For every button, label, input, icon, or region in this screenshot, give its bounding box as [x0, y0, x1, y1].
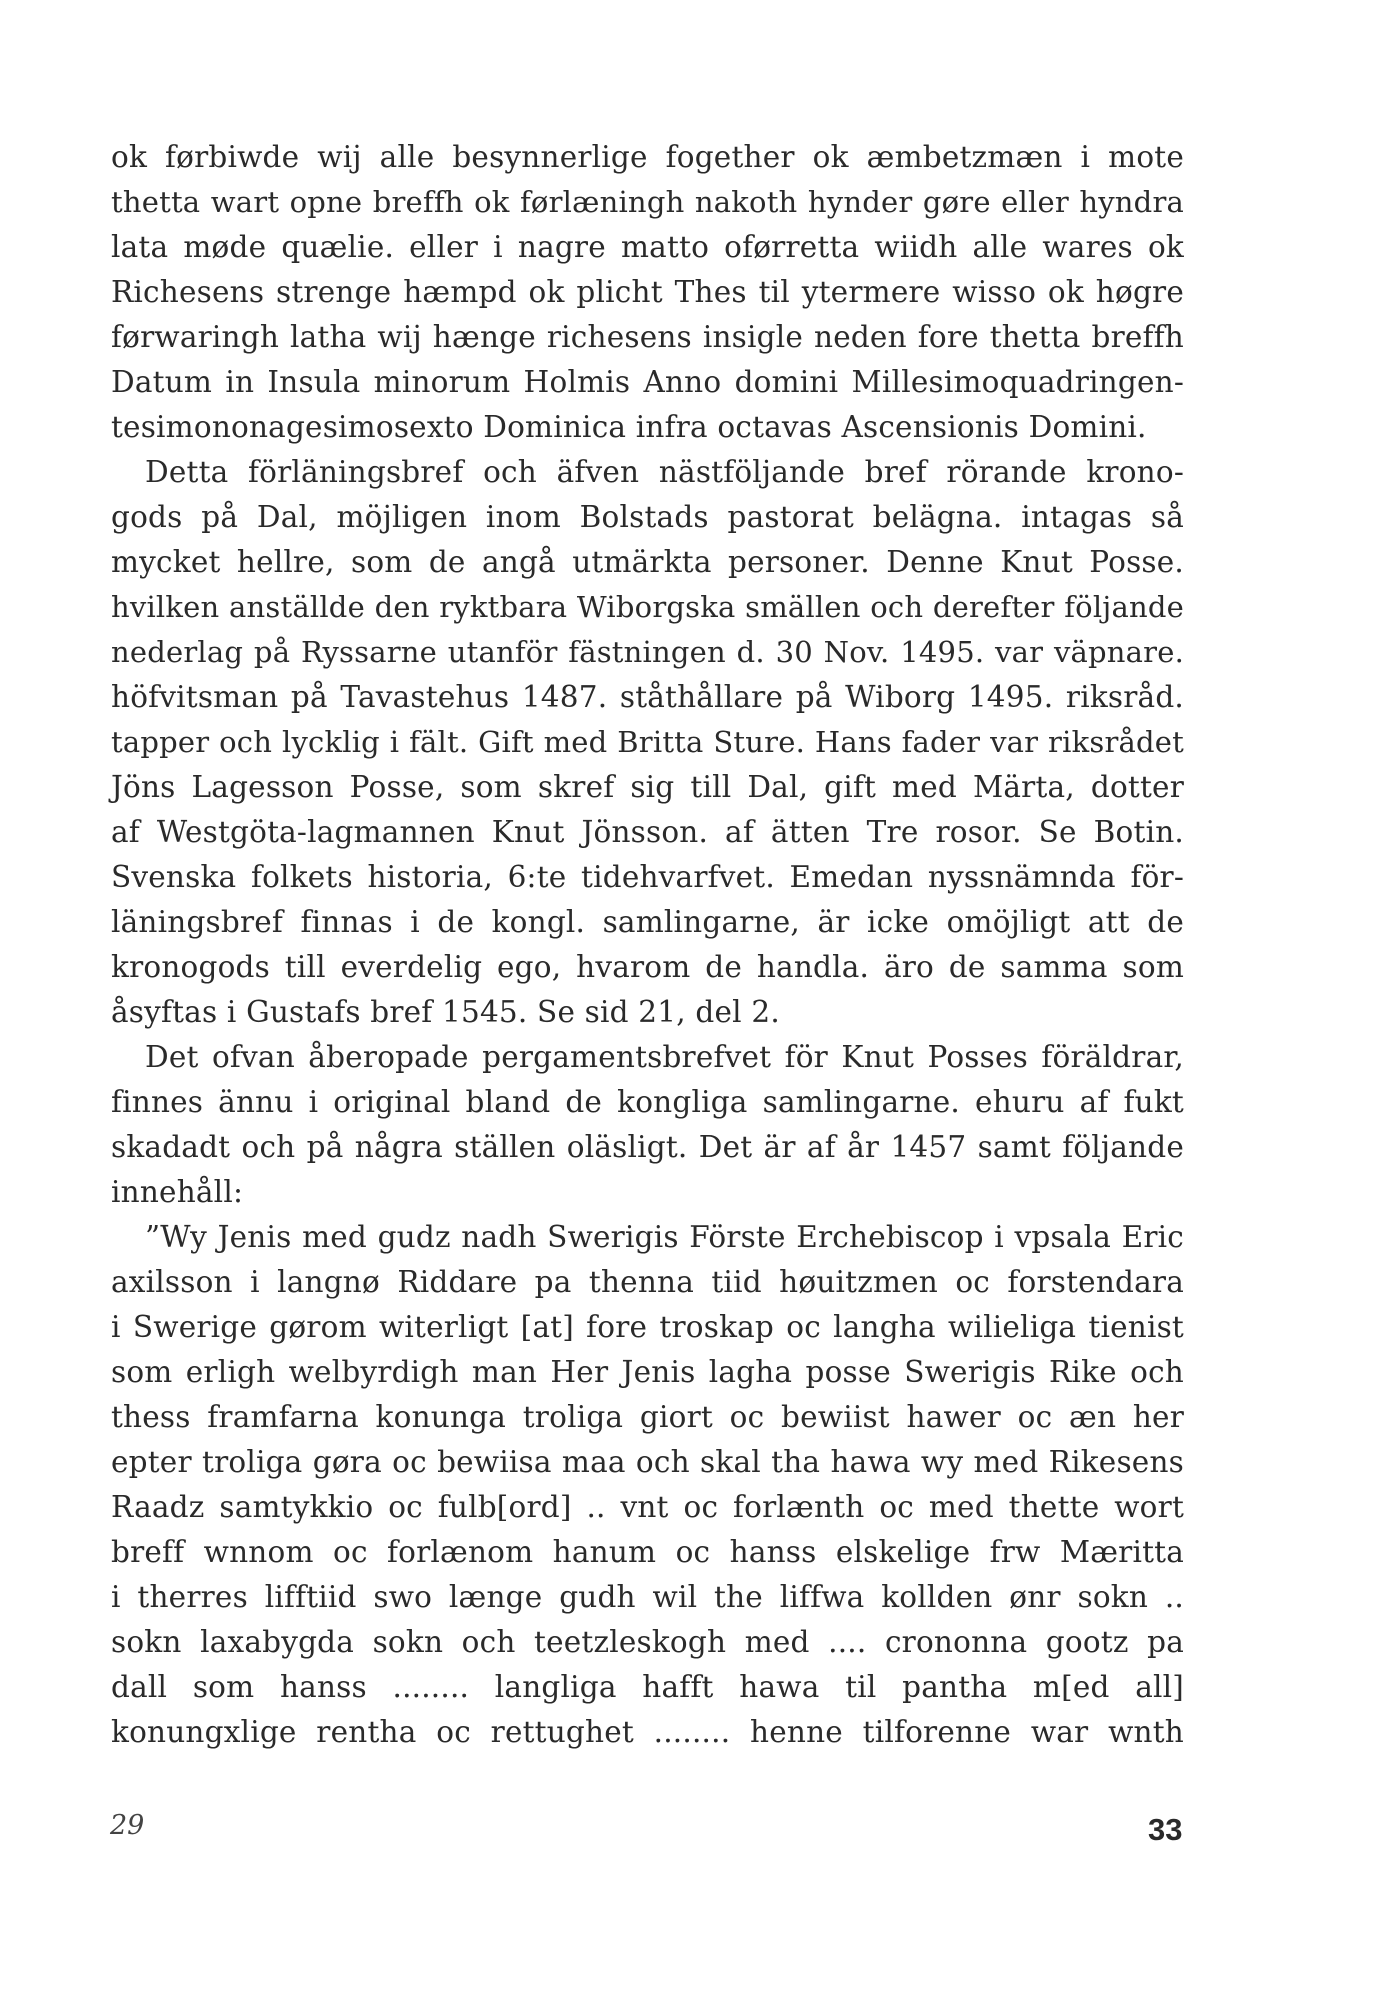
text-line: som erligh welbyrdigh man Her Jenis lagha posse Swerigis Rike och [111, 1355, 1184, 1389]
text-line: höfvitsman på Tavastehus 1487. ståthållare på Wiborg 1495. riksråd. [111, 680, 1184, 714]
text-line: Det ofvan åberopade pergamentsbrefvet för Knut Posses föräldrar, [145, 1040, 1184, 1074]
text-line: thess framfarna konunga troliga giort oc bewiist hawer oc æn her [111, 1400, 1184, 1434]
text-line: breff wnnom oc forlænom hanum oc hanss elskelige frw Mæritta [111, 1535, 1184, 1569]
text-line: i Swerige gørom witerligt [at] fore troskap oc langha wilieliga tienist [111, 1310, 1184, 1344]
page-number: 33 [1148, 1812, 1183, 1847]
text-line: tesimononagesimosexto Dominica infra octavas Ascensionis Domini. [111, 410, 1147, 444]
text-line: ok førbiwde wij alle besynnerlige fogether ok æmbetzmæn i mote [111, 140, 1184, 174]
text-line: Detta förläningsbref och äfven nästföljande bref rörande krono- [145, 455, 1184, 489]
text-line: sokn laxabygda sokn och teetzleskogh med .... crononna gootz pa [111, 1625, 1184, 1659]
text-line: Richesens strenge hæmpd ok plicht Thes til ytermere wisso ok høgre [111, 275, 1184, 309]
text-line: gods på Dal, möjligen inom Bolstads pastorat belägna. intagas så [111, 500, 1184, 534]
text-line: finnes ännu i original bland de kongliga samlingarne. ehuru af fukt [111, 1085, 1184, 1119]
text-line: innehåll: [111, 1175, 244, 1209]
text-line: ”Wy Jenis med gudz nadh Swerigis Förste Erchebiscop i vpsala Eric [145, 1220, 1184, 1254]
text-line: läningsbref finnas i de kongl. samlingarne, är icke omöjligt att de [111, 905, 1184, 939]
text-line: lata møde quælie. eller i nagre matto oførretta wiidh alle wares ok [111, 230, 1184, 264]
text-line: dall som hanss ........ langliga hafft hawa til pantha m[ed all] [111, 1670, 1184, 1704]
text-line: konungxlige rentha oc rettughet ........ henne tilforenne war wnth [111, 1715, 1184, 1749]
text-line: Raadz samtykkio oc fulb[ord] .. vnt oc forlænth oc med thette wort [111, 1490, 1184, 1524]
text-line: hvilken anställde den ryktbara Wiborgska smällen och derefter följande [111, 590, 1184, 624]
body-text [111, 135, 1184, 1755]
text-line: i therres lifftiid swo længe gudh wil the liffwa kollden ønr sokn .. [111, 1580, 1184, 1614]
text-line: skadadt och på några ställen oläsligt. Det är af år 1457 samt följande [111, 1130, 1184, 1164]
text-line: axilsson i langnø Riddare pa thenna tiid høuitzmen oc forstendara [111, 1265, 1184, 1299]
text-line: thetta wart opne breffh ok førlæningh nakoth hynder gøre eller hyndra [111, 185, 1184, 219]
text-line: kronogods till everdelig ego, hvarom de handla. äro de samma som [111, 950, 1184, 984]
text-line: nederlag på Ryssarne utanför fästningen d. 30 Nov. 1495. var väpnare. [111, 635, 1184, 669]
text-line: åsyftas i Gustafs bref 1545. Se sid 21, del 2. [111, 995, 780, 1029]
text-line: Svenska folkets historia, 6:te tidehvarfvet. Emedan nyssnämnda för- [111, 860, 1184, 894]
text-line: førwaringh latha wij hænge richesens insigle neden fore thetta breffh [111, 320, 1184, 354]
signature-mark: 29 [110, 1810, 145, 1841]
text-line: tapper och lycklig i fält. Gift med Britta Sture. Hans fader var riksrådet [111, 725, 1184, 759]
text-line: mycket hellre, som de angå utmärkta personer. Denne Knut Posse. [111, 545, 1184, 579]
text-line: Jöns Lagesson Posse, som skref sig till Dal, gift med Märta, dotter [111, 770, 1184, 804]
text-line: epter troliga gøra oc bewiisa maa och skal tha hawa wy med Rikesens [111, 1445, 1184, 1479]
text-line: af Westgöta-lagmannen Knut Jönsson. af ätten Tre rosor. Se Botin. [111, 815, 1184, 849]
text-line: Datum in Insula minorum Holmis Anno domini Millesimoquadringen- [111, 365, 1184, 399]
